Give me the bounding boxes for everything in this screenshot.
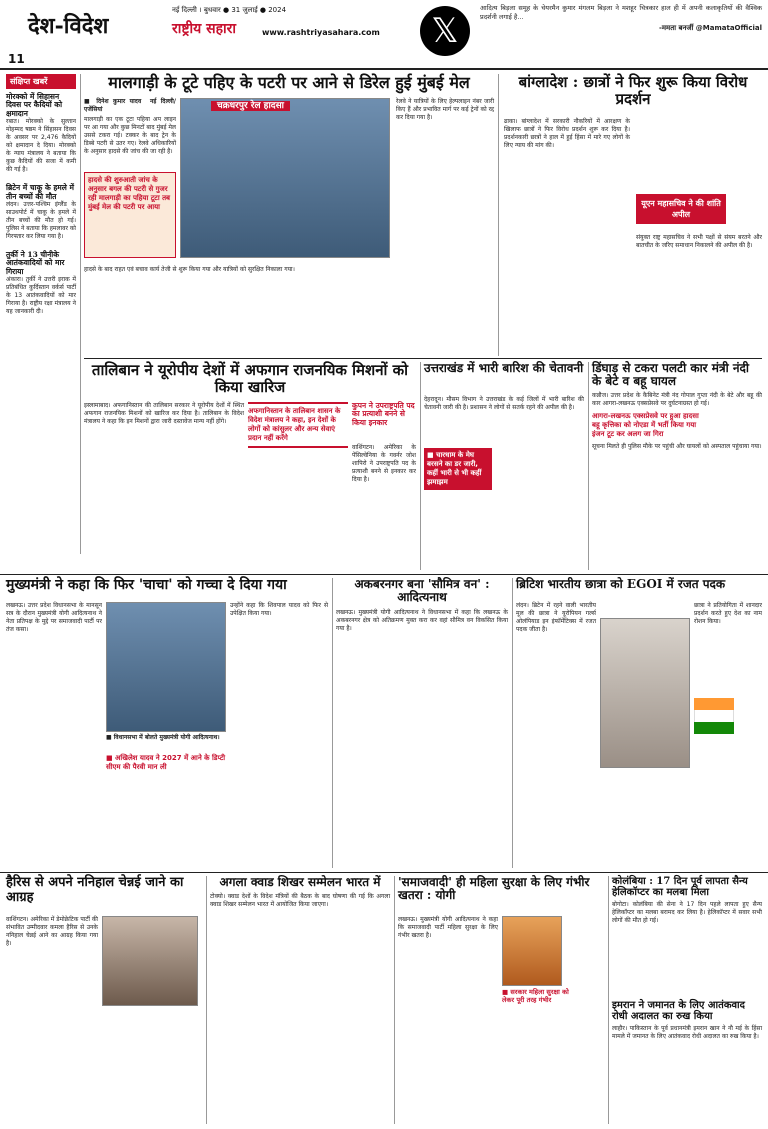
imran-story bbox=[612, 1000, 762, 1124]
uttarakhand-story bbox=[424, 362, 584, 570]
samajwadi-headline: 'समाजवादी' ही महिला सुरक्षा के लिए गंभीर खतरा : योगी bbox=[398, 875, 590, 903]
cm-caption: ■ विधानसभा में बोलते मुख्यमंत्री योगी आदित्यनाथ। bbox=[106, 734, 220, 741]
cm-headline: मुख्यमंत्री ने कहा कि फिर 'चाचा' को गच्चा दे दिया गया bbox=[6, 577, 287, 593]
bangladesh-story bbox=[504, 74, 762, 356]
bangladesh-body: ढाका। बांग्लादेश में सरकारी नौकरियों में आरक्षण के खिलाफ छात्रों ने फिर विरोध प्रदर्शन शुरू कर दिया है। प्रदर्शनकारी छात्रों ने हाल में हुई हिंसा में मारे गए लोगों के लिए न्याय की मांग की। bbox=[504, 118, 632, 149]
brief-item: मोरक्को में सिहासन दिवस पर कैदियों को क्षमादान रबात। मोरक्को के सुल्तान मोहम्मद षष्ठम ने सिंहासन दिवस के अवसर पर 2,476 कैदियों को क्षमादान दे दिया। मोरक्को के न्याय मंत्रालय ने बताया कि कुछ कैदियों की सजा में कमी की गई है। bbox=[6, 92, 78, 174]
british-student-body-2: छात्रा ने प्रतियोगिता में शानदार प्रदर्शन करते हुए देश का नाम रोशन किया। bbox=[694, 602, 764, 625]
taliban-pullquote: अफगानिस्तान के तालिबान शासन के विदेश मंत्रालय ने कहा, इन देशों के लोगों को कांसुलर और अन्य सेवाएं प्रदान नहीं करेंगे bbox=[248, 402, 348, 448]
harris-photo bbox=[102, 916, 198, 1006]
tweet-quote: आदित्य बिड़ला समूह के चेयरमैन कुमार मंगलम बिड़ला ने मशहूर चित्रकार हाल ही में अपनी कलाकृतियों की वैश्विक प्रदर्शनी लगाई है... -ममता बनर्जी @MamataOfficial bbox=[480, 4, 765, 32]
section-title: देश-विदेश bbox=[28, 13, 109, 39]
uttarakhand-body: देहरादून। मौसम विभाग ने उत्तराखंड के कई जिलों में भारी बारिश की चेतावनी जारी की है। प्रशासन ने लोगों से सतर्क रहने की अपील की है। bbox=[424, 396, 586, 411]
bangladesh-headline: बांग्लादेश : छात्रों ने फिर शुरू किया विरोध प्रदर्शन bbox=[518, 73, 748, 108]
british-student-story bbox=[516, 578, 762, 868]
british-student-body: लंदन। ब्रिटेन में रहने वाली भारतीय मूल की छात्रा ने यूरोपियन गर्ल्स ओलंपियाड इन इंफॉर्मेटिक्स में रजत पदक जीता है। bbox=[516, 602, 598, 633]
student-photo bbox=[600, 618, 690, 768]
car-crash-bullets bbox=[592, 412, 762, 439]
quad-body: टोक्यो। क्वाड देशों के विदेश मंत्रियों की बैठक के बाद घोषणा की गई कि अगला क्वाड शिखर सम्मेलन भारत में आयोजित किया जाएगा। bbox=[210, 893, 392, 909]
lead-photo bbox=[180, 98, 390, 258]
imran-headline: इमरान ने जमानत के लिए आतंकवाद रोधी अदालत का रुख किया bbox=[612, 1000, 745, 1023]
imran-body: लाहौर। पाकिस्तान के पूर्व प्रधानमंत्री इमरान खान ने नौ मई के हिंसा मामले में जमानत के लिए आतंकवाद रोधी अदालत का रुख किया है। bbox=[612, 1025, 764, 1041]
brief-item: तुर्की ने 13 चीनीके आतंकवादियों को मार गिराया अंकारा। तुर्की ने उत्तरी इराक में प्रतिबंधित कुर्दिस्तान वर्कर्स पार्टी के 13 आतंकवादियों को मार गिराया है। राष्ट्रीय रक्षा मंत्रालय ने यह जानकारी दी। bbox=[6, 249, 78, 316]
kupan-headline: कुपन ने उपराष्ट्रपति पद का प्रत्याशी बनने से किया इनकार bbox=[352, 401, 415, 427]
yogi-photo bbox=[502, 916, 562, 986]
colombia-story bbox=[612, 876, 762, 996]
page-header bbox=[0, 0, 768, 72]
lead-byline: ■ दिनेश कुमार यादव नई दिल्ली/एजेंसियां bbox=[84, 98, 176, 113]
cm-body-2: उन्होंने कहा कि शिवपाल यादव को फिर से उपेक्षित किया गया। bbox=[230, 602, 330, 617]
colombia-headline: कोलंबिया : 17 दिन पूर्व लापता सैन्य हेलिकॉप्टर का मलबा मिला bbox=[612, 876, 748, 899]
colombia-body: बोगोटा। कोलंबिया की सेना ने 17 दिन पहले लापता हुए सैन्य हेलिकॉप्टर का मलबा बरामद कर लिया है। हेलिकॉप्टर में सवार सभी लोगों की मौत हो गई। bbox=[612, 901, 764, 925]
harris-body: वाशिंगटन। अमेरिका में डेमोक्रेटिक पार्टी की संभावित उम्मीदवार कमला हैरिस से उनके ननिहाल चेन्नई आने का आग्रह किया गया है। bbox=[6, 916, 100, 947]
dateline: नई दिल्ली । बुधवार ● 31 जुलाई ● 2024 bbox=[172, 6, 287, 14]
british-student-headline: ब्रिटिश भारतीय छात्रा को EGOI में रजत पदक bbox=[516, 577, 726, 591]
cm-photo bbox=[106, 602, 226, 732]
x-logo-icon: 𝕏 bbox=[420, 6, 470, 56]
page-number: 11 bbox=[8, 52, 25, 66]
bullet-item: बहू कृत्तिका को नोएडा में भर्ती किया गया bbox=[592, 420, 697, 429]
car-crash-story bbox=[592, 362, 762, 570]
samajwadi-story bbox=[398, 876, 604, 1124]
lead-body: मालगाड़ी का एक टूटा पहिया अप लाइन पर आ गया और कुछ मिनटों बाद मुंबई मेल उससे टकरा गई। टक्कर के बाद ट्रेन के डिब्बे पटरी से उतर गए। रेलवे अधिकारियों के अनुसार हादसे की जांच की जा रही है। bbox=[84, 116, 178, 155]
lead-body-right: रेलवे ने यात्रियों के लिए हेल्पलाइन नंबर जारी किए हैं और प्रभावित मार्ग पर कई ट्रेनों को रद्द कर दिया गया है। bbox=[396, 98, 496, 121]
lead-body-2: हादसे के बाद राहत एवं बचाव कार्य तेजी से शुरू किया गया और यात्रियों को सुरक्षित निकाला गया। bbox=[84, 266, 295, 273]
taliban-story bbox=[84, 362, 416, 570]
uttarakhand-headline: उत्तराखंड में भारी बारिश की चेतावनी bbox=[424, 361, 584, 375]
kupan-body: वाशिंगटन। अमेरिका के पेंसिल्वेनिया के गवर्नर जोश शापिरो ने उपराष्ट्रपति पद के प्रत्याशी बनने से इनकार कर दिया है। bbox=[352, 444, 418, 483]
taliban-headline: तालिबान ने यूरोपीय देशों में अफगान राजनयिक मिशनों को किया खारिज bbox=[91, 361, 409, 396]
samajwadi-body: लखनऊ। मुख्यमंत्री योगी आदित्यनाथ ने कहा कि समाजवादी पार्टी महिला सुरक्षा के लिए गंभीर खतरा है। bbox=[398, 916, 500, 939]
indian-flag-icon bbox=[694, 698, 734, 734]
bangladesh-boxed: यूएन महासचिव ने की शांति अपील bbox=[636, 194, 726, 224]
harris-headline: हैरिस से अपने ननिहाल चेन्नई जाने का आग्रह bbox=[6, 875, 184, 905]
bullet-item: आगरा-लखनऊ एक्सप्रेसवे पर हुआ हादसा bbox=[592, 411, 699, 420]
cm-pullquote: ■ अखिलेश यादव ने 2027 में आने के डिप्टी सीएम की पैरवी मान ली bbox=[106, 754, 226, 771]
taliban-body: इस्लामाबाद। अफगानिस्तान की तालिबान सरकार ने यूरोपीय देशों में स्थित अफगान राजनयिक मिशनों को खारिज कर दिया है। तालिबान के विदेश मंत्रालय ने कहा कि इन मिशनों द्वारा जारी दस्तावेज मान्य नहीं होंगे। bbox=[84, 402, 246, 425]
cm-body: लखनऊ। उत्तर प्रदेश विधानसभा के मानसून सत्र के दौरान मुख्यमंत्री योगी आदित्यनाथ ने नेता प्रतिपक्ष के मुद्दे पर समाजवादी पार्टी पर तंज कसा। bbox=[6, 602, 104, 633]
bullet-item: इंजन टूट कर अलग जा गिरा bbox=[592, 429, 664, 438]
samajwadi-quote: ■ सरकार महिला सुरक्षा को लेकर पूरी तरह गंभीर bbox=[502, 988, 569, 1004]
car-crash-body-2: सूचना मिलते ही पुलिस मौके पर पहुंची और घायलों को अस्पताल पहुंचाया गया। bbox=[592, 442, 762, 450]
site-url[interactable]: www.rashtriyasahara.com bbox=[262, 28, 380, 37]
akbarnagar-story bbox=[336, 578, 508, 868]
briefs-label: संक्षिप्त खबरें bbox=[6, 74, 76, 89]
uttarakhand-boxed: ■ चारधाम के मेघ बरसने का डर जारी, कहीं भारी से भी कहीं झमाझम bbox=[424, 448, 492, 490]
bangladesh-body-2: संयुक्त राष्ट्र महासचिव ने सभी पक्षों से संयम बरतने और बातचीत के जरिए समाधान निकालने की अपील की है। bbox=[636, 234, 764, 249]
lead-headline: मालगाड़ी के टूटे पहिए के पटरी पर आने से डिरेल हुई मुंबई मेल bbox=[108, 73, 470, 92]
quad-headline: अगला क्वाड शिखर सम्मेलन भारत में bbox=[219, 875, 381, 889]
cm-story bbox=[6, 578, 328, 868]
quad-story bbox=[210, 876, 390, 1124]
lead-highlight: हादसे की शुरुआती जांच के अनुसार बगल की पटरी से गुजर रही मालगाड़ी का पहिया टूटा तब मुंबई मेल की पटरी पर आया bbox=[84, 172, 176, 258]
brief-item: ब्रिटेन में चाकू के हमले में तीन बच्चों की मौत लंदन। उत्तर-पश्चिम इंग्लैंड के साउथपोर्ट में चाकू के हमले में तीन बच्चों की मौत हो गई। पुलिस ने बताया कि हमलावर को गिरफ्तार कर लिया गया है। bbox=[6, 183, 78, 240]
harris-story bbox=[6, 876, 202, 1124]
lead-photo-caption: चक्रधरपुर रेल हादसा bbox=[211, 101, 290, 111]
masthead: राष्ट्रीय सहारा bbox=[172, 21, 237, 37]
lead-story bbox=[84, 74, 494, 356]
tweet-author: -ममता बनर्जी @MamataOfficial bbox=[658, 24, 762, 32]
akbarnagar-body: लखनऊ। मुख्यमंत्री योगी आदित्यनाथ ने विधानसभा में कहा कि लखनऊ के अकबरनगर क्षेत्र को अतिक्रमण मुक्त करा कर वहां सौमित्र वन विकसित किया गया है। bbox=[336, 608, 510, 632]
car-crash-body: कन्नौज। उत्तर प्रदेश के कैबिनेट मंत्री नंद गोपाल गुप्ता नंदी के बेटे और बहू की कार आगरा-लखनऊ एक्सप्रेसवे पर दुर्घटनाग्रस्त हो गई। bbox=[592, 391, 764, 407]
car-crash-headline: डिंघाड़ से टकरा पलटी कार मंत्री नंदी के बेटे व बहू घायल bbox=[592, 361, 749, 389]
akbarnagar-headline: अकबरनगर बना 'सौमित्र वन' : आदित्यनाथ bbox=[354, 577, 490, 605]
briefs-column bbox=[6, 74, 76, 554]
